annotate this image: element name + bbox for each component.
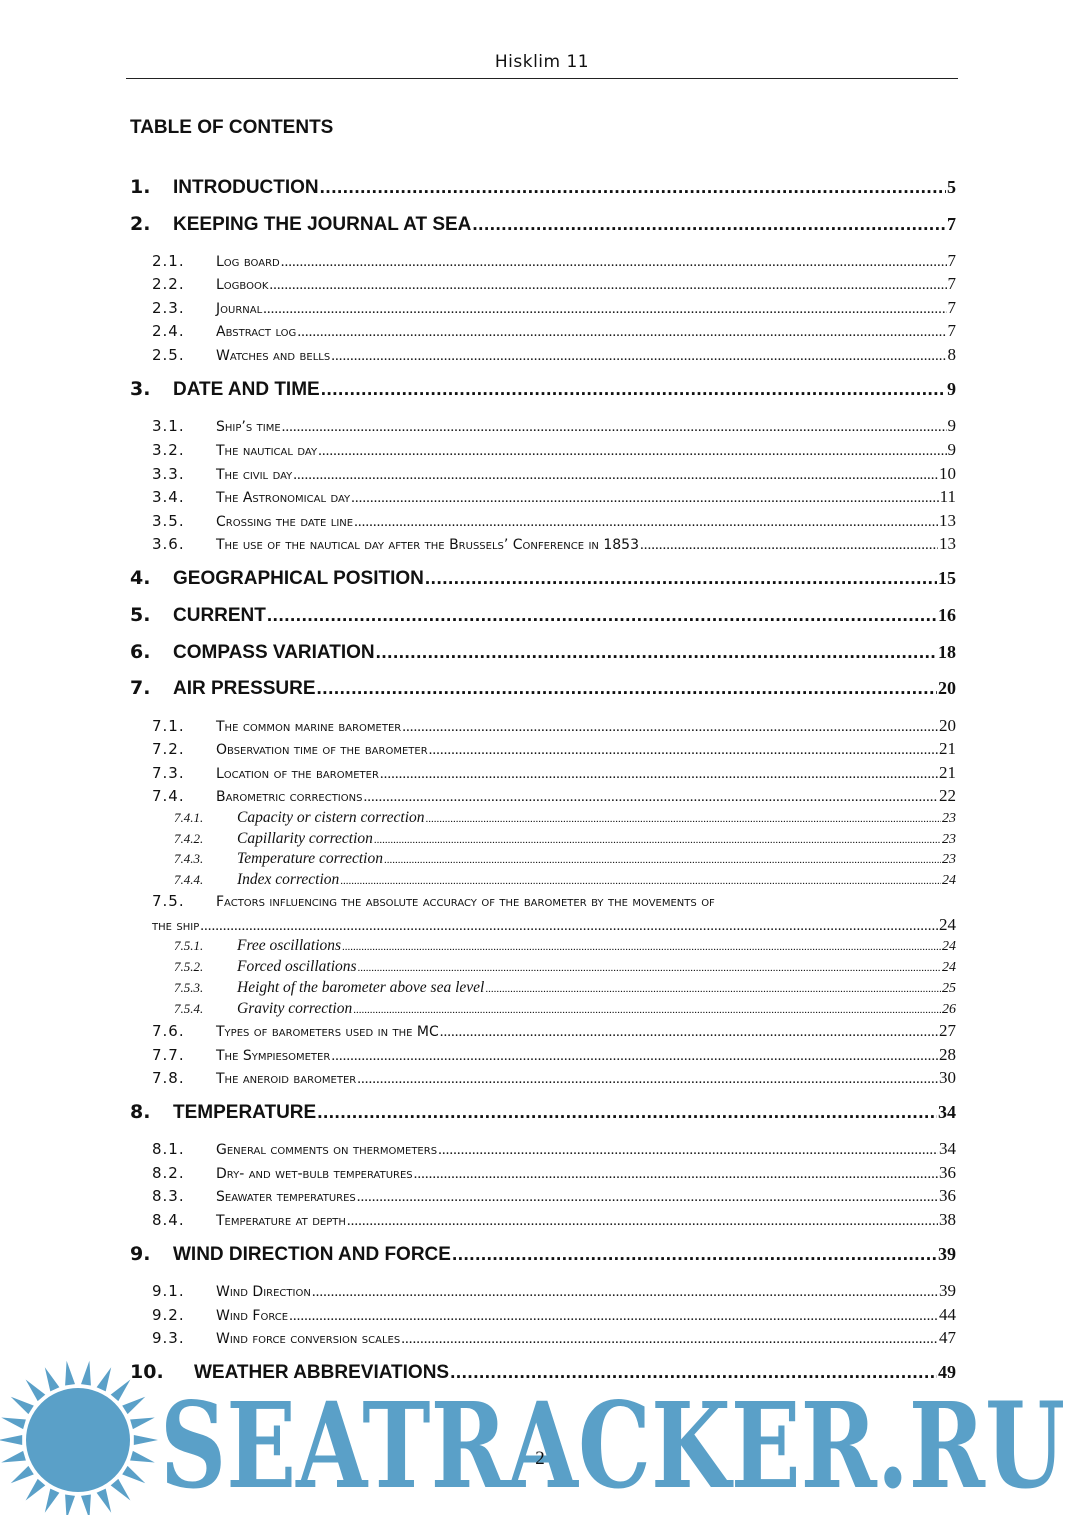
toc-entry[interactable]: 7.5.1. Free oscillations ..... 24 <box>174 937 956 957</box>
sun-ray <box>81 1361 91 1386</box>
toc-entry[interactable]: 3.3. The civil day ..... 10 <box>152 464 956 486</box>
sun-ray <box>65 1495 75 1515</box>
toc-entry[interactable]: 7.4.2. Capillarity correction ..... 23 <box>174 830 956 850</box>
toc-entry[interactable]: 3.6. The use of the nautical day after the Brussels’ Conference in 1853 ..... 13 <box>152 534 956 556</box>
toc-entry[interactable]: 3.2. The nautical day ..... 9 <box>152 440 956 462</box>
toc-entry[interactable]: 5. CURRENT ..... 16 <box>130 604 956 630</box>
toc-entry[interactable]: 2.4. Abstract log ..... 7 <box>152 321 956 343</box>
toc-entry-wrapped-line1[interactable]: 7.5. Factors influencing the absolute accuracy of the barometer by the movements of <box>152 892 715 910</box>
toc-entry[interactable]: 3.1. Ship’s time ..... 9 <box>152 416 956 438</box>
sun-ray <box>111 1380 131 1402</box>
sun-ray <box>26 1380 46 1402</box>
sun-ray <box>1 1418 26 1430</box>
sun-ray <box>134 1435 158 1445</box>
sun-ray <box>130 1418 155 1430</box>
toc-entry[interactable]: 7.4. Barometric corrections ..... 22 <box>152 786 956 808</box>
toc-title: TABLE OF CONTENTS <box>130 117 334 138</box>
header-title: Hisklim 11 <box>494 52 590 72</box>
sun-ray <box>0 1435 22 1445</box>
sun-icon <box>0 1361 158 1515</box>
sun-ray <box>97 1367 112 1391</box>
toc-entry[interactable]: 8.2. Dry- and wet-bulb temperatures ..... 36 <box>152 1163 956 1185</box>
toc-entry[interactable]: 8. TEMPERATURE ..... 34 <box>130 1101 956 1127</box>
toc-entry[interactable]: 9.2. Wind Force ..... 44 <box>152 1305 956 1327</box>
toc-entry[interactable]: 7.5.3. Height of the barometer above sea level ..... 25 <box>174 979 956 999</box>
toc-entry[interactable]: 9.1. Wind Direction ..... 39 <box>152 1281 956 1303</box>
toc-entry[interactable]: 7.2. Observation time of the barometer ..... 21 <box>152 739 956 761</box>
sun-ray <box>11 1397 34 1414</box>
page-number: 2 <box>535 1448 545 1469</box>
toc-entry[interactable]: 1. INTRODUCTION ..... 5 <box>130 176 956 202</box>
toc-entry[interactable]: 10. WEATHER ABBREVIATIONS ..... 49 <box>130 1361 956 1387</box>
toc-entry[interactable]: 7.7. The Sympiesometer ..... 28 <box>152 1045 956 1067</box>
toc-entry[interactable]: 3.4. The Astronomical day ..... 11 <box>152 487 956 509</box>
sun-ray <box>111 1479 131 1501</box>
toc-entry-wrapped-line2[interactable]: the ship ..... 24 <box>152 915 956 937</box>
toc-entry[interactable]: 2.3. Journal ..... 7 <box>152 298 956 320</box>
toc-entry[interactable]: 2. KEEPING THE JOURNAL AT SEA ..... 7 <box>130 213 956 239</box>
toc-entry[interactable]: 2.2. Logbook ..... 7 <box>152 274 956 296</box>
sun-ray <box>26 1479 46 1501</box>
toc-entry[interactable]: 3. DATE AND TIME ..... 9 <box>130 378 956 404</box>
watermark-text: SEATRACKER.RU <box>160 1376 1065 1515</box>
toc-entry[interactable]: 7.6. Types of barometers used in the MC ..... 27 <box>152 1021 956 1043</box>
sun-ray <box>122 1397 145 1414</box>
toc-entry[interactable]: 8.1. General comments on thermometers ..... 34 <box>152 1139 956 1161</box>
sun-ray <box>97 1489 112 1513</box>
toc-entry[interactable]: 2.5. Watches and bells ..... 8 <box>152 345 956 367</box>
sun-ray <box>45 1367 60 1391</box>
toc-entry[interactable]: 6. COMPASS VARIATION ..... 18 <box>130 641 956 667</box>
toc-entry[interactable]: 7.4.3. Temperature correction ..... 23 <box>174 850 956 870</box>
sun-ray <box>65 1361 75 1386</box>
toc-entry[interactable]: 9. WIND DIRECTION AND FORCE ..... 39 <box>130 1243 956 1269</box>
toc-entry[interactable]: 7.3. Location of the barometer ..... 21 <box>152 763 956 785</box>
toc-entry[interactable]: 7.4.4. Index correction ..... 24 <box>174 871 956 891</box>
toc-entry[interactable]: 9.3. Wind force conversion scales ..... 47 <box>152 1328 956 1350</box>
sun-ray <box>81 1495 91 1515</box>
toc-entry[interactable]: 7.8. The aneroid barometer ..... 30 <box>152 1068 956 1090</box>
toc-entry[interactable]: 7.4.1. Capacity or cistern correction ..... 23 <box>174 809 956 829</box>
toc-entry[interactable]: 2.1. Log board ..... 7 <box>152 251 956 273</box>
toc-entry[interactable]: 7.5.2. Forced oscillations ..... 24 <box>174 958 956 978</box>
page-header <box>126 52 958 79</box>
toc-entry[interactable]: 7.5.4. Gravity correction ..... 26 <box>174 1000 956 1020</box>
toc-entry[interactable]: 8.3. Seawater temperatures ..... 36 <box>152 1186 956 1208</box>
watermark-logo <box>0 1355 1080 1515</box>
toc-entry[interactable]: 7. AIR PRESSURE ..... 20 <box>130 677 956 703</box>
toc-entry[interactable]: 8.4. Temperature at depth ..... 38 <box>152 1210 956 1232</box>
toc-entry[interactable]: 7.1. The common marine barometer ..... 20 <box>152 716 956 738</box>
toc-entry[interactable]: 3.5. Crossing the date line ..... 13 <box>152 511 956 533</box>
toc-entry[interactable]: 4. GEOGRAPHICAL POSITION ..... 15 <box>130 567 956 593</box>
sun-ray <box>45 1489 60 1513</box>
